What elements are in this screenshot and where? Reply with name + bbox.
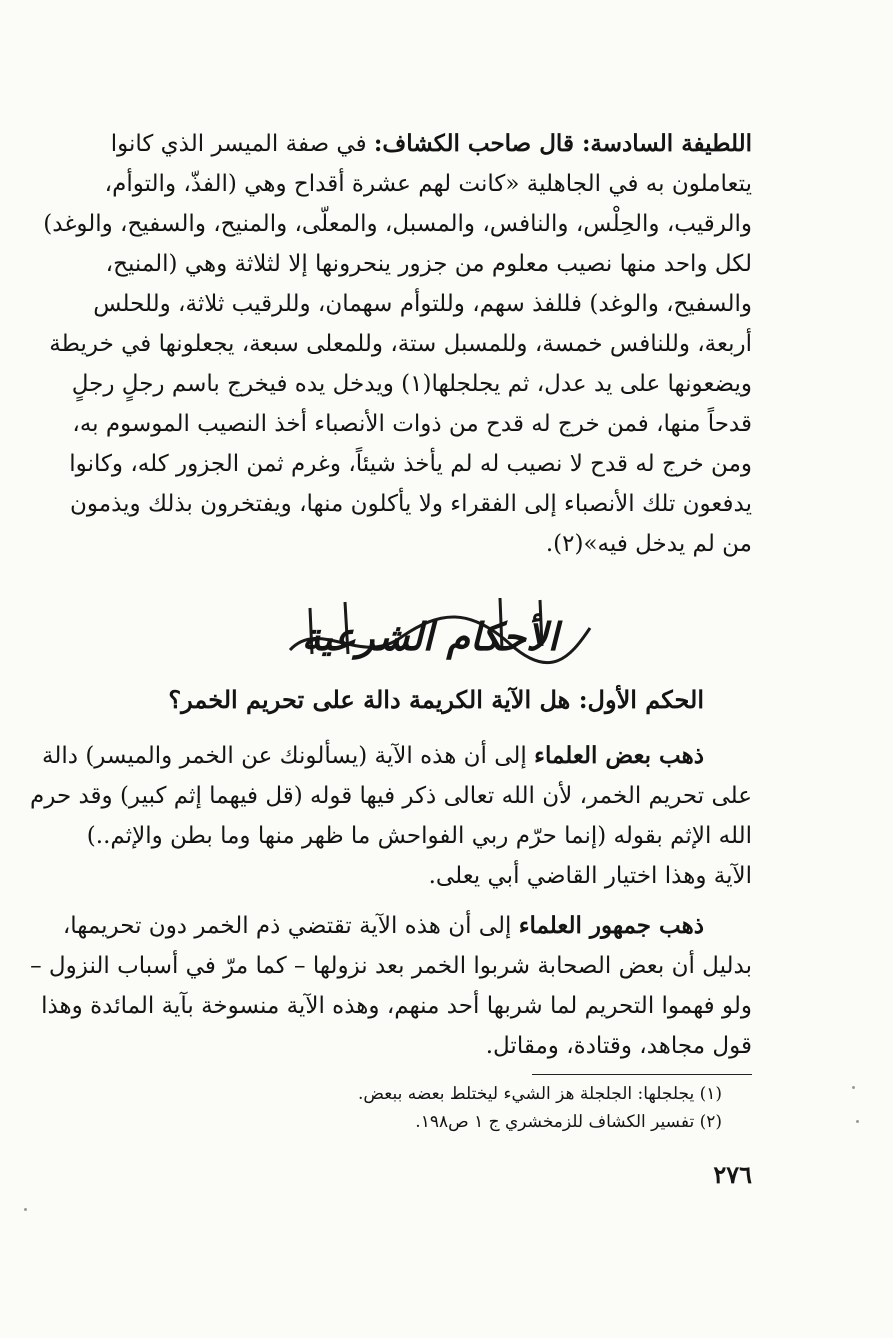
footnotes — [76, 1080, 752, 1136]
intro-line-text: في صفة الميسر الذي كانوا — [110, 131, 367, 157]
intro-line: من لم يدخل فيه»(٢). — [545, 531, 752, 557]
section-heading-text: الأحكام الشرعية — [301, 614, 559, 659]
paragraph-line: الله الإثم بقوله (إنما حرّم ربي الفواحش ما ظهر منها وما بطن والإثم..) — [86, 823, 752, 849]
paragraph-line: على تحريم الخمر، لأن الله تعالى ذكر فيها قوله (قل فيهما إثم كبير) وقد حرم — [30, 783, 752, 809]
intro-line — [76, 124, 752, 164]
scan-speck — [852, 1086, 855, 1089]
section-heading-calligraphy — [250, 588, 610, 674]
intro-line: والسفيح، والوغد) فللفذ سهم، وللتوأم سهمان، وللرقيب ثلاثة، وللحلس — [93, 291, 752, 317]
paragraph-line-text: إلى أن هذه الآية تقتضي ذم الخمر دون تحريمها، — [62, 913, 512, 939]
intro-paragraph — [43, 124, 752, 564]
paragraph-line — [62, 906, 752, 946]
scan-speck — [24, 1208, 27, 1211]
intro-lead: اللطيفة السادسة: قال صاحب الكشاف: — [373, 130, 752, 157]
intro-line: قدحاً منها، فمن خرج له قدح من ذوات الأنصباء أخذ النصيب الموسوم به، — [72, 411, 752, 437]
paragraph-line: بدليل أن بعض الصحابة شربوا الخمر بعد نزولها – كما مرّ في أسباب النزول – — [30, 953, 752, 979]
intro-line: ويضعونها على يد عدل، ثم يجلجلها(١) ويدخل يده فيخرج باسم رجلٍ رجلٍ — [71, 371, 752, 397]
intro-line: والرقيب، والحِلْس، والنافس، والمسبل، والمعلّى، والمنيح، والسفيح، والوغد) — [43, 211, 752, 237]
page-number: ٢٧٦ — [713, 1160, 752, 1189]
paragraph-line: قول مجاهد، وقتادة، ومقاتل. — [485, 1033, 752, 1059]
majority-lead: ذهب جمهور العلماء — [518, 912, 704, 939]
paragraph-line: ولو فهموا التحريم لما شربها أحد منهم، وهذه الآية منسوخة بآية المائدة وهذا — [41, 993, 752, 1019]
footnote-divider — [532, 1074, 752, 1075]
intro-line: يتعاملون به في الجاهلية «كانت لهم عشرة أقداح وهي (الفذّ، والتوأم، — [104, 171, 752, 197]
intro-line: يدفعون تلك الأنصباء إلى الفقراء ولا يأكلون منها، ويفتخرون بذلك ويذمون — [69, 491, 752, 517]
intro-line: لكل واحد منها نصيب معلوم من جزور ينحرونها إلا لثلاثة وهي (المنيح، — [105, 251, 752, 277]
minority-lead: ذهب بعض العلماء — [534, 742, 704, 769]
footnote: (١) يجلجلها: الجلجلة هز الشيء ليختلط بعضه ببعض. — [358, 1084, 722, 1104]
scan-speck — [856, 1120, 859, 1123]
paragraph-line-text: إلى أن هذه الآية (يسألونك عن الخمر والميسر) دالة — [42, 743, 527, 769]
paragraph-line — [42, 736, 752, 776]
minority-opinion-paragraph — [30, 736, 752, 896]
majority-opinion-paragraph — [30, 906, 752, 1066]
footnote: (٢) تفسير الكشاف للزمخشري ج ١ ص١٩٨. — [415, 1112, 722, 1132]
paragraph-line: الآية وهذا اختيار القاضي أبي يعلى. — [428, 863, 752, 889]
intro-line: أربعة، وللنافس خمسة، وللمسبل ستة، وللمعلى سبعة، يجعلونها في خريطة — [49, 331, 752, 357]
intro-line: ومن خرج له قدح لا نصيب له لم يأخذ شيئاً، وغرم ثمن الجزور كله، وكانوا — [69, 451, 752, 477]
ruling-heading: الحكم الأول: هل الآية الكريمة دالة على تحريم الخمر؟ — [168, 685, 704, 714]
